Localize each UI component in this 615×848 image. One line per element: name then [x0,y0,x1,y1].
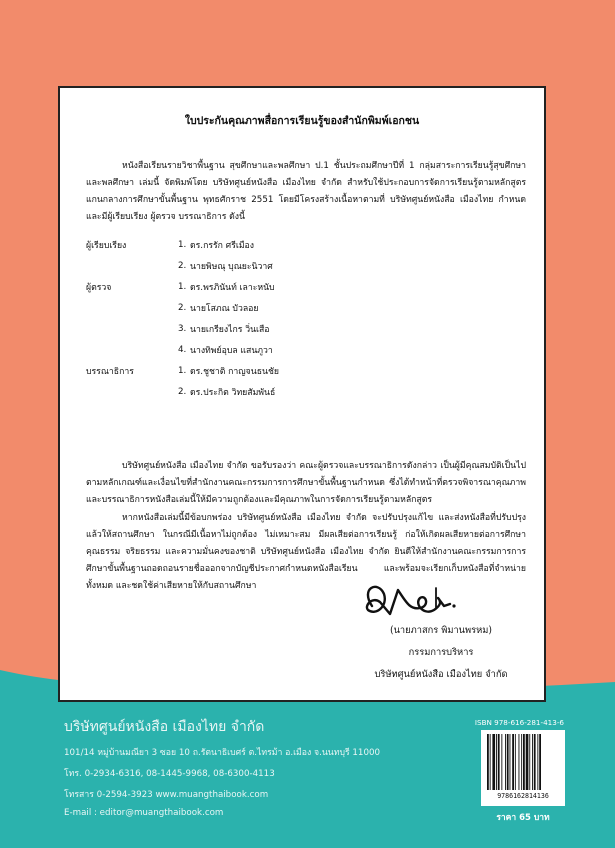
barcode-bar [529,734,530,790]
role-label: ผู้เรียบเรียง [86,240,127,251]
role-person: นายพิษณุ บุณยะนิวาศ [190,261,273,272]
barcode-bar [507,734,509,790]
barcode-bar [515,734,516,790]
barcode-bar [521,734,522,790]
role-number: 2. [178,260,187,271]
barcode-bar [532,734,533,790]
role-row [86,276,526,297]
role-number: 1. [178,365,187,376]
role-row [86,297,526,318]
role-label: ผู้ตรวจ [86,282,112,293]
barcode-bar [534,734,536,790]
barcode-bar [512,734,514,790]
role-person: นางทิพย์อุบล แสนภูวา [190,345,273,356]
barcode-bar [490,734,491,790]
role-row [86,234,526,255]
barcode-number: 9786162814136 [497,792,549,800]
role-row [86,255,526,276]
publisher-phone: โทร. 0-2934-6316, 08-1445-9968, 08-6300-4113 [64,769,275,779]
barcode-bar [537,734,538,790]
liability-paragraph: หากหนังสือเล่มนี้มีข้อบกพร่อง บริษัทศูนย์หนังสือ เมืองไทย จำกัด จะปรับปรุงแก้ไข และส่งหนังสือที่ปรับปรุงแล้วให้สถานศึกษา ในกรณีมีเนื้อหาไม่ถูกต้อง ไม่เหมาะสม มีผลเสียต่อการเรียนรู้ ก่อให้เกิดผลเสียหายต่อการศึกษา คุณธรรม จริยธรรม และความมั่นคงของชาติ บริษัทศูนย์หนังสือ เมืองไทย จำกัด ยินดีให้สำนักงานคณะกรรมการการศึกษาขั้นพื้นฐานถอดถอนรายชื่อออกจากบัญชีประกาศกำหนดหนังสือเรียน และพร้อมจะเรียกเก็บหนังสือที่จำหน่ายทั้งหมด และชดใช้ค่าเสียหายให้กับสถานศึกษา [86,513,526,591]
barcode-bar [487,734,489,790]
publisher-name: บริษัทศูนย์หนังสือ เมืองไทย จำกัด [64,719,265,735]
role-number: 3. [178,323,187,334]
isbn-label: ISBN 978-616-281-413-6 [474,718,564,727]
barcode-bar [526,734,529,790]
barcode-bar [510,734,511,790]
role-number: 1. [178,239,187,250]
barcode-bar [496,734,497,790]
certification-paragraph: บริษัทศูนย์หนังสือ เมืองไทย จำกัด ขอรับรองว่า คณะผู้ตรวจและบรรณาธิการดังกล่าว เป็นผู้มีคุณสมบัติเป็นไปตามหลักเกณฑ์และเงื่อนไขที่สำนักงานคณะกรรมการการศึกษาขั้นพื้นฐานกำหนด ซึ่งได้ทำหน้าที่ตรวจพิจารณาคุณภาพและบรรณาธิการหนังสือเล่มนี้ให้มีความถูกต้องและมีคุณภาพในการจัดการเรียนรู้ตามหลักสูตร [86,461,526,505]
role-row [86,360,526,381]
role-number: 1. [178,281,187,292]
intro-paragraph: หนังสือเรียนรายวิชาพื้นฐาน สุขศึกษาและพลศึกษา ป.1 ชั้นประถมศึกษาปีที่ 1 กลุ่มสาระการเรียนรู้สุขศึกษาและพลศึกษา เล่มนี้ จัดพิมพ์โดย บริษัทศูนย์หนังสือ เมืองไทย จำกัด สำหรับใช้ประกอบการจัดการเรียนรู้ตามหลักสูตรแกนกลางการศึกษาขั้นพื้นฐาน พุทธศักราช 2551 โดยมีโครงสร้างเนื้อหาตามที่ บริษัทศูนย์หนังสือ เมืองไทย กำหนด และมีผู้เรียบเรียง ผู้ตรวจ บรรณาธิการ ดังนี้ [86,161,526,222]
role-person: ดร.ประกิต วิทยสัมพันธ์ [190,387,276,398]
publisher-email: E-mail : editor@muangthaibook.com [64,808,224,818]
signer-company: บริษัทศูนย์หนังสือ เมืองไทย จำกัด [374,669,508,680]
signer-block [346,620,536,686]
role-number: 4. [178,344,187,355]
barcode-bar [519,734,520,790]
role-row [86,318,526,339]
role-number: 2. [178,386,187,397]
handwritten-signature [350,576,490,626]
role-person: ดร.กรรัก ศรีเมือง [190,240,255,251]
barcode-bar [539,734,541,790]
signer-name: (นายภาสกร พิมานพรหม) [389,625,493,636]
role-row [86,339,526,360]
barcode-bar [492,734,495,790]
quality-assurance-card [58,86,546,702]
role-number: 2. [178,302,187,313]
role-person: นายเกรียงไกร วิ่นเสือ [190,324,270,335]
role-person: ดร.ชูชาติ กาญจนธนชัย [190,366,279,377]
role-label: บรรณาธิการ [86,366,134,377]
barcode-bar [501,734,502,790]
role-row [86,381,526,402]
barcode-bars [485,734,561,790]
barcode-box [481,730,565,806]
price-label: ราคา 65 บาท [496,813,550,823]
barcode-bar [523,734,525,790]
roles-list [86,234,526,402]
barcode-bar [505,734,506,790]
role-person: นายโสภณ บัวลอย [190,303,259,314]
barcode-bar [498,734,500,790]
publisher-fax-web: โทรสาร 0-2594-3923 www.muangthaibook.com [64,790,269,800]
publisher-address: 101/14 หมู่บ้านมณียา 3 ซอย 10 ถ.รัตนาธิเบศร์ ต.ไทรม้า อ.เมือง จ.นนทบุรี 11000 [64,748,381,758]
role-person: ดร.พรภินันท์ เลาะหนับ [190,282,275,293]
signer-title: กรรมการบริหาร [408,647,474,658]
document-title: ใบประกันคุณภาพสื่อการเรียนรู้ของสำนักพิมพ์เอกชน [184,115,420,127]
